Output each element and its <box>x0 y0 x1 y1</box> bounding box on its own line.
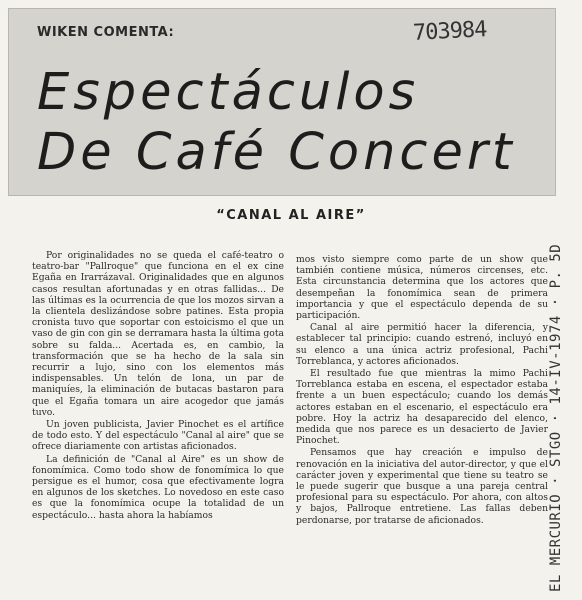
handwritten-source-note: EL MERCURIO · STGO · 14-IV-1974 · P. 5D <box>548 243 564 592</box>
handwritten-archive-number: 703984 <box>412 17 488 46</box>
paragraph: El resultado fue que mientras la mimo Pachi Torreblanca estaba en escena, el espectador estaba frente a un buen espectáculo; cuando los demás actores estaban en el escenario, el espectáculo era pobre. Hoy la actriz ha desaparecido del elenco, medida que nos parece es un desacierto de Javier Pinochet. <box>296 368 548 447</box>
article-subtitle: “CANAL AL AIRE” <box>216 208 366 223</box>
paragraph: Por originalidades no se queda el café-teatro o teatro-bar "Pallroque" que funciona en el ex cine Egaña en Irarrázaval. Originalidades que en algunos casos resultan afortunadas y en otras fallidas... De las últimas es la ocurrencia de que los mozos sirvan a la clientela deslizándose sobre patines. Esta propia cronista tuvo que soportar con estoicismo el que un vaso de gin con gin se derramara hasta la última gota sobre su falda... Acertada es, en cambio, la transformación que se ha hecho de la sala sin recurrir a lujo, sino con los elementos más indispensables. Un telón de lona, un par de maniquíes, la eliminación de butacas bastaron para que el Egaña tomara un aire acogedor que jamás tuvo. <box>32 250 284 418</box>
article-column-left <box>32 250 284 595</box>
paragraph: Canal al aire permitió hacer la diferencia, y establecer tal principio: cuando estrenó, incluyó en su elenco a una única actriz profesional, Pachi Torreblanca, y actores aficionados. <box>296 322 548 367</box>
paragraph: Pensamos que hay creación e impulso de renovación en la iniciativa del autor-director, y que el carácter joven y experimental que tiene su teatro se le puede sugerir que busque a una pareja central profesional para su espectáculo. Por ahora, con altos y bajos, Pallroque entretiene. Las fallas deben perdonarse, por tratarse de aficionados. <box>296 447 548 526</box>
paragraph: Un joven publicista, Javier Pinochet es el artífice de todo esto. Y del espectáculo "Canal al aire" que se ofrece diariamente con artistas aficionados. <box>32 419 284 453</box>
headline-line-1: Espectáculos <box>37 63 420 122</box>
paragraph: La definición de "Canal al Aire" es un show de fonomímica. Como todo show de fonomímica lo que persigue es el humor, cosa que efectivamente logra en algunos de los sketches. Lo novedoso en este caso es que la fonomímica ocupe la totalidad de un espectáculo... hasta ahora la habíamos <box>32 453 284 521</box>
column-kicker: WIKEN COMENTA: <box>37 25 175 40</box>
article-column-right <box>296 254 548 599</box>
headline-panel <box>8 8 556 196</box>
paragraph: mos visto siempre como parte de un show que también contiene música, números circenses, etc. Esta circunstancia determina que los actores que desempeñan la fonomímica sean de primera importancia y que el espectáculo dependa de su participación. <box>296 254 548 322</box>
headline-line-2: De Café Concert <box>37 123 516 182</box>
